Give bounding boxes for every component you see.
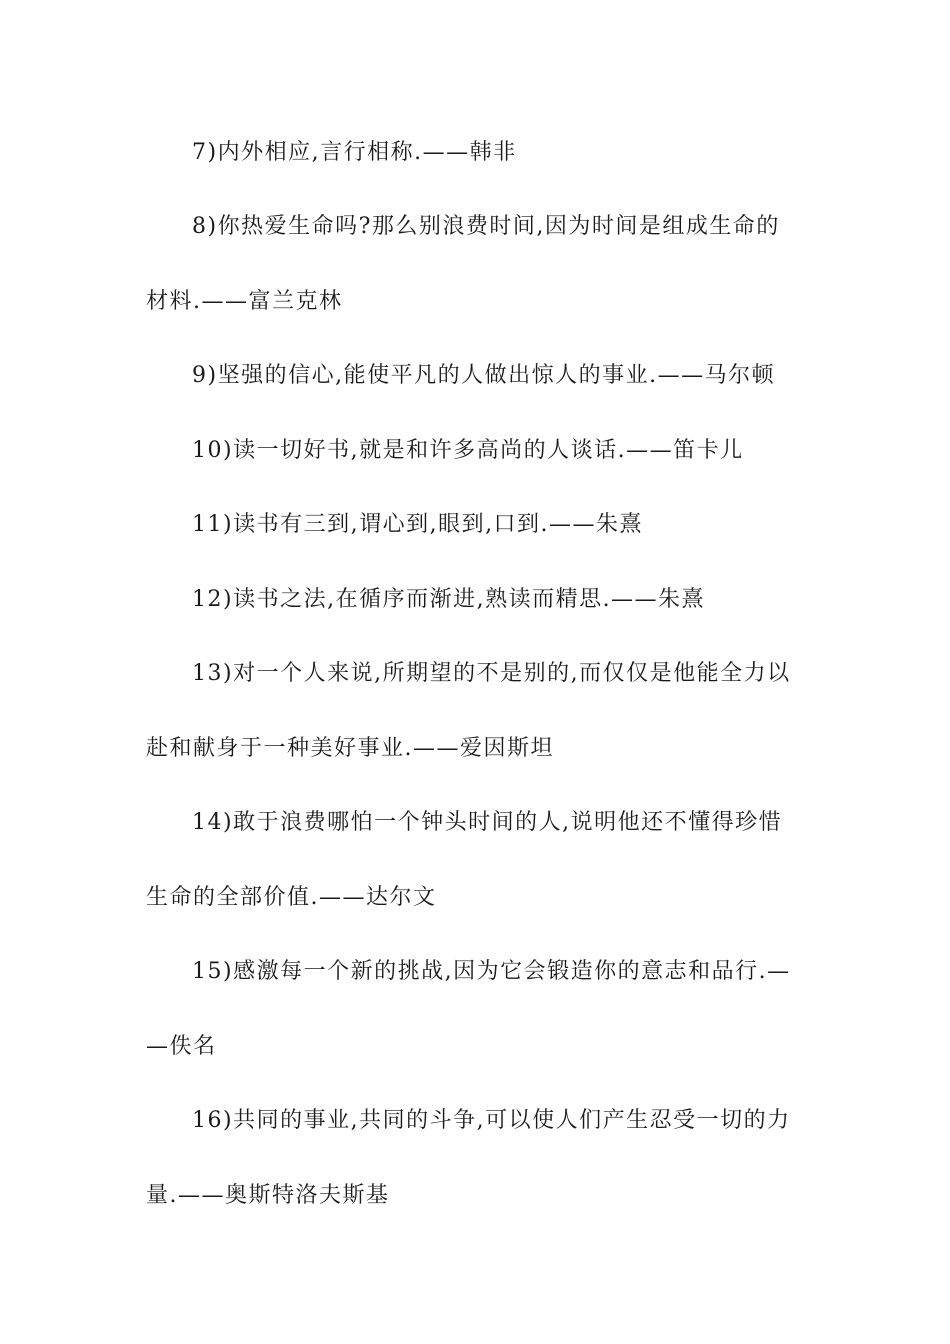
quote-15-line-2: —佚名 <box>146 1034 217 1059</box>
quote-16-line-1: 16)共同的事业,共同的斗争,可以使人们产生忍受一切的力 <box>192 1108 791 1133</box>
quote-14-line-2: 生命的全部价值.——达尔文 <box>146 885 437 910</box>
quote-7-line: 7)内外相应,言行相称.——韩非 <box>192 140 517 165</box>
quote-8-line-2: 材料.——富兰克林 <box>146 289 343 314</box>
quote-13-line-1: 13)对一个人来说,所期望的不是别的,而仅仅是他能全力以 <box>192 661 791 686</box>
quote-16-line-2: 量.——奥斯特洛夫斯基 <box>146 1183 390 1208</box>
quote-9-line: 9)坚强的信心,能使平凡的人做出惊人的事业.——马尔顿 <box>192 363 776 388</box>
quote-8-line-1: 8)你热爱生命吗?那么别浪费时间,因为时间是组成生命的 <box>192 214 780 239</box>
quote-12-line: 12)读书之法,在循序而渐进,熟读而精思.——朱熹 <box>192 587 706 612</box>
quote-10-line: 10)读一切好书,就是和许多高尚的人谈话.——笛卡儿 <box>192 438 744 463</box>
quote-15-line-1: 15)感激每一个新的挑战,因为它会锻造你的意志和品行.— <box>192 959 791 984</box>
quote-11-line: 11)读书有三到,谓心到,眼到,口到.——朱熹 <box>192 512 644 537</box>
quote-13-line-2: 赴和献身于一种美好事业.——爱因斯坦 <box>146 736 554 761</box>
quote-14-line-1: 14)敢于浪费哪怕一个钟头时间的人,说明他还不懂得珍惜 <box>192 810 783 835</box>
